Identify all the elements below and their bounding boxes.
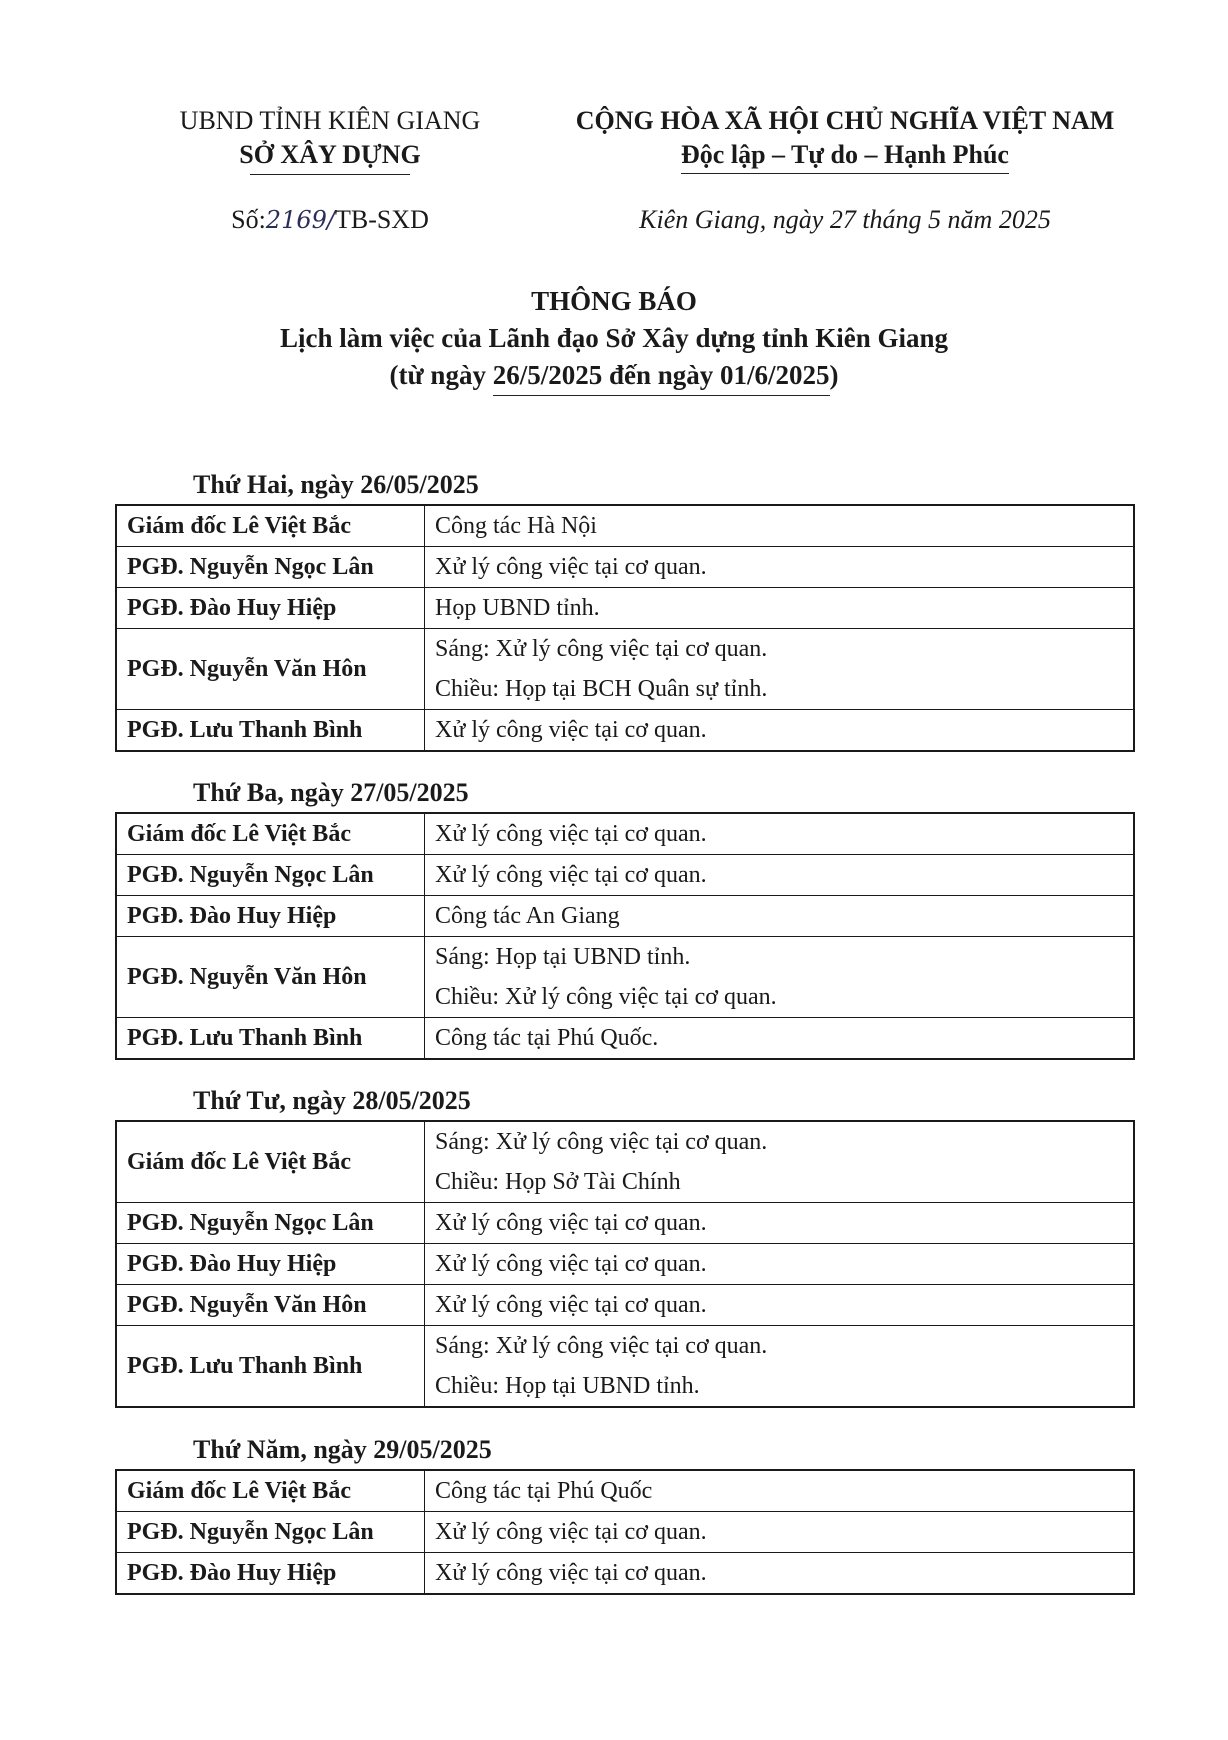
- task-line: Xử lý công việc tại cơ quan.: [435, 862, 707, 888]
- leader-name: PGĐ. Nguyễn Ngọc Lân: [116, 547, 425, 588]
- task-line: Sáng: Họp tại UBND tỉnh.: [435, 944, 691, 970]
- leader-name: PGĐ. Nguyễn Ngọc Lân: [116, 1203, 425, 1244]
- leader-name: PGĐ. Lưu Thanh Bình: [116, 710, 425, 752]
- task-cell: [425, 629, 1135, 710]
- leader-name: PGĐ. Đào Huy Hiệp: [116, 1244, 425, 1285]
- leader-name: Giám đốc Lê Việt Bắc: [116, 813, 425, 855]
- task-line: Xử lý công việc tại cơ quan.: [435, 1519, 707, 1545]
- leader-name: PGĐ. Nguyễn Văn Hôn: [116, 1285, 425, 1326]
- task-line: Công tác tại Phú Quốc: [435, 1478, 653, 1504]
- leader-name: Giám đốc Lê Việt Bắc: [116, 1121, 425, 1203]
- document-number: [150, 205, 510, 235]
- task-line: Chiều: Họp Sở Tài Chính: [435, 1169, 681, 1195]
- schedule-table: [115, 1469, 1135, 1595]
- table-row: [116, 896, 1134, 937]
- document-title-block: [0, 283, 1228, 396]
- task-line: Chiều: Xử lý công việc tại cơ quan.: [435, 984, 777, 1010]
- task-cell: [425, 813, 1135, 855]
- task-line: Xử lý công việc tại cơ quan.: [435, 554, 707, 580]
- table-row: [116, 1285, 1134, 1326]
- day-section: [115, 1435, 1135, 1595]
- doc-number-handwritten: 2169/: [265, 206, 335, 234]
- task-line: Chiều: Họp tại BCH Quân sự tỉnh.: [435, 676, 768, 702]
- task-line: Công tác An Giang: [435, 903, 620, 929]
- table-row: [116, 813, 1134, 855]
- period-underlined: 26/5/2025 đến ngày 01/6/2025: [493, 357, 830, 396]
- table-row: [116, 1512, 1134, 1553]
- issuing-agency-block: [150, 104, 510, 175]
- period-open: (từ ngày: [389, 360, 493, 390]
- table-row: [116, 1018, 1134, 1060]
- task-line: Xử lý công việc tại cơ quan.: [435, 1251, 707, 1277]
- doc-number-suffix: TB-SXD: [334, 205, 429, 234]
- schedule-table: [115, 504, 1135, 752]
- leader-name: PGĐ. Nguyễn Ngọc Lân: [116, 855, 425, 896]
- table-row: [116, 1244, 1134, 1285]
- task-line: Xử lý công việc tại cơ quan.: [435, 821, 707, 847]
- task-cell: [425, 1121, 1135, 1203]
- task-line: Công tác tại Phú Quốc.: [435, 1025, 659, 1051]
- task-line: Xử lý công việc tại cơ quan.: [435, 1560, 707, 1586]
- document-period: [0, 357, 1228, 396]
- table-row: [116, 629, 1134, 710]
- task-line: Chiều: Họp tại UBND tỉnh.: [435, 1373, 700, 1399]
- leader-name: PGĐ. Lưu Thanh Bình: [116, 1018, 425, 1060]
- agency-underline: [250, 174, 410, 175]
- task-cell: [425, 1285, 1135, 1326]
- day-heading: Thứ Ba, ngày 27/05/2025: [193, 778, 469, 807]
- day-heading: Thứ Năm, ngày 29/05/2025: [193, 1435, 492, 1464]
- task-cell: [425, 896, 1135, 937]
- task-cell: [425, 1512, 1135, 1553]
- task-cell: [425, 547, 1135, 588]
- leader-name: PGĐ. Lưu Thanh Bình: [116, 1326, 425, 1408]
- national-motto: Độc lập – Tự do – Hạnh Phúc: [681, 138, 1009, 174]
- task-cell: [425, 855, 1135, 896]
- doc-number-prefix: Số:: [231, 205, 266, 234]
- leader-name: PGĐ. Nguyễn Văn Hôn: [116, 937, 425, 1018]
- place-date-line: Kiên Giang, ngày 27 tháng 5 năm 2025: [639, 205, 1051, 234]
- task-line: Công tác Hà Nội: [435, 513, 597, 539]
- table-row: [116, 1121, 1134, 1203]
- table-row: [116, 1470, 1134, 1512]
- day-heading: Thứ Tư, ngày 28/05/2025: [193, 1086, 471, 1115]
- task-cell: [425, 1018, 1135, 1060]
- task-cell: [425, 1203, 1135, 1244]
- document-subject: Lịch làm việc của Lãnh đạo Sở Xây dựng tỉnh Kiên Giang: [279, 323, 949, 353]
- task-cell: [425, 937, 1135, 1018]
- leader-name: PGĐ. Nguyễn Văn Hôn: [116, 629, 425, 710]
- day-heading: Thứ Hai, ngày 26/05/2025: [193, 470, 479, 499]
- document-kind: THÔNG BÁO: [531, 286, 697, 316]
- national-heading-block: [545, 104, 1145, 174]
- table-row: [116, 1326, 1134, 1408]
- schedule-table: [115, 1120, 1135, 1408]
- task-cell: [425, 505, 1135, 547]
- table-row: [116, 505, 1134, 547]
- table-row: [116, 710, 1134, 752]
- leader-name: Giám đốc Lê Việt Bắc: [116, 505, 425, 547]
- leader-name: PGĐ. Đào Huy Hiệp: [116, 896, 425, 937]
- task-line: Xử lý công việc tại cơ quan.: [435, 1210, 707, 1236]
- table-row: [116, 1203, 1134, 1244]
- table-row: [116, 855, 1134, 896]
- leader-name: Giám đốc Lê Việt Bắc: [116, 1470, 425, 1512]
- agency-name: SỞ XÂY DỰNG: [239, 140, 421, 169]
- task-cell: [425, 1244, 1135, 1285]
- parent-agency: UBND TỈNH KIÊN GIANG: [179, 106, 481, 135]
- task-line: Sáng: Xử lý công việc tại cơ quan.: [435, 1129, 768, 1155]
- task-line: Sáng: Xử lý công việc tại cơ quan.: [435, 1333, 768, 1359]
- leader-name: PGĐ. Đào Huy Hiệp: [116, 588, 425, 629]
- table-row: [116, 937, 1134, 1018]
- task-line: Xử lý công việc tại cơ quan.: [435, 717, 707, 743]
- day-section: [115, 470, 1135, 752]
- leader-name: PGĐ. Đào Huy Hiệp: [116, 1553, 425, 1595]
- day-section: [115, 1086, 1135, 1408]
- task-line: Sáng: Xử lý công việc tại cơ quan.: [435, 636, 768, 662]
- task-cell: [425, 1326, 1135, 1408]
- table-row: [116, 547, 1134, 588]
- task-cell: [425, 1553, 1135, 1595]
- task-line: Xử lý công việc tại cơ quan.: [435, 1292, 707, 1318]
- table-row: [116, 1553, 1134, 1595]
- national-title: CỘNG HÒA XÃ HỘI CHỦ NGHĨA VIỆT NAM: [575, 106, 1115, 135]
- leader-name: PGĐ. Nguyễn Ngọc Lân: [116, 1512, 425, 1553]
- task-cell: [425, 1470, 1135, 1512]
- schedule-table: [115, 812, 1135, 1060]
- period-close: ): [829, 360, 839, 390]
- task-line: Họp UBND tỉnh.: [435, 595, 600, 621]
- task-cell: [425, 710, 1135, 752]
- task-cell: [425, 588, 1135, 629]
- day-section: [115, 778, 1135, 1060]
- table-row: [116, 588, 1134, 629]
